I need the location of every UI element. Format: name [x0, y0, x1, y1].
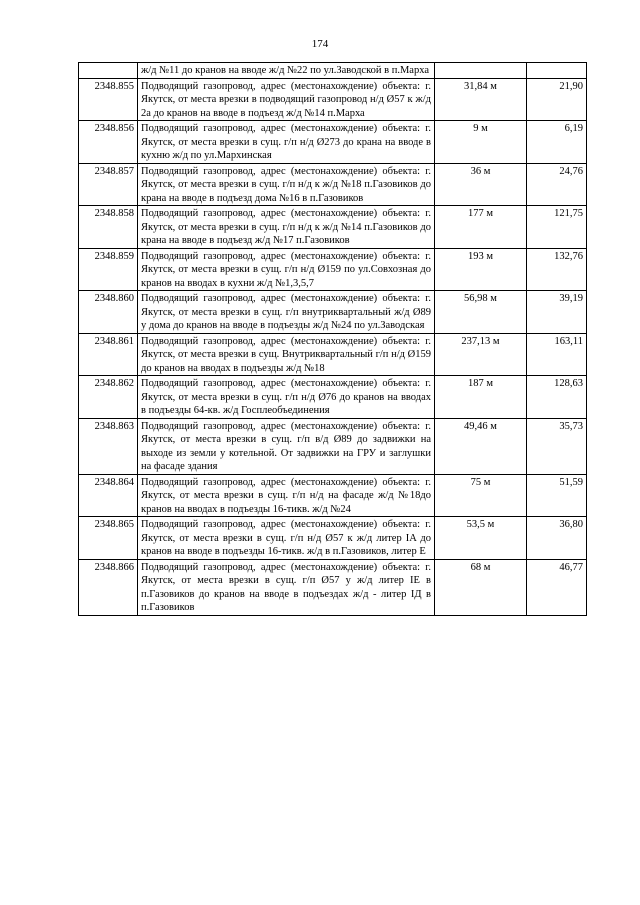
description-cell: Подводящий газопровод, адрес (местонахождение) объекта: г. Якутск, от места врезки в сущ. Внутриквартальный г/п н/д Ø159 до кранов на вводах в подъезды ж/д №18 — [138, 333, 435, 376]
row-number-cell: 2348.856 — [79, 121, 138, 164]
length-cell: 49,46 м — [435, 418, 527, 474]
table-row — [79, 206, 587, 249]
row-number-cell: 2348.862 — [79, 376, 138, 419]
value-cell: 46,77 — [527, 559, 587, 615]
description-cell: Подводящий газопровод, адрес (местонахождение) объекта: г. Якутск, от места врезки в сущ. г/п н/д Ø57 к ж/д литер IA до кранов на вводе в подъезды 16-тикв. ж/д в п.Газовиков, литер Е — [138, 517, 435, 560]
row-number-cell: 2348.865 — [79, 517, 138, 560]
table-body — [79, 63, 587, 616]
table-row — [79, 333, 587, 376]
description-cell: ж/д №11 до кранов на вводе ж/д №22 по ул.Заводской в п.Марха — [138, 63, 435, 79]
description-cell: Подводящий газопровод, адрес (местонахождение) объекта: г. Якутск, от места врезки в подводящий газопровод н/д Ø57 к ж/д 2а до кранов на вводе в подъезд ж/д №14 п.Марха — [138, 78, 435, 121]
length-cell: 53,5 м — [435, 517, 527, 560]
table-row — [79, 163, 587, 206]
table-row — [79, 63, 587, 79]
table-row — [79, 474, 587, 517]
length-cell: 9 м — [435, 121, 527, 164]
page-number: 174 — [311, 38, 329, 50]
table-row — [79, 121, 587, 164]
value-cell: 163,11 — [527, 333, 587, 376]
length-cell: 75 м — [435, 474, 527, 517]
length-cell: 177 м — [435, 206, 527, 249]
value-cell: 39,19 — [527, 291, 587, 334]
description-cell: Подводящий газопровод, адрес (местонахождение) объекта: г. Якутск, от места врезки в сущ. г/п н/д к ж/д №18 п.Газовиков до крана на вводе в подъезд дома №16 в п.Газовиков — [138, 163, 435, 206]
length-cell: 237,13 м — [435, 333, 527, 376]
row-number-cell: 2348.861 — [79, 333, 138, 376]
table-row — [79, 291, 587, 334]
description-cell: Подводящий газопровод, адрес (местонахождение) объекта: г. Якутск, от места врезки в сущ. г/п н/д Ø76 до кранов на вводах в подъезды 64-кв. ж/д Госплеобъединения — [138, 376, 435, 419]
value-cell: 132,76 — [527, 248, 587, 291]
row-number-cell: 2348.859 — [79, 248, 138, 291]
value-cell: 24,76 — [527, 163, 587, 206]
row-number-cell — [79, 63, 138, 79]
table-row — [79, 559, 587, 615]
value-cell: 121,75 — [527, 206, 587, 249]
table-row — [79, 376, 587, 419]
length-cell: 31,84 м — [435, 78, 527, 121]
value-cell: 51,59 — [527, 474, 587, 517]
gas-pipeline-table — [78, 62, 587, 616]
row-number-cell: 2348.863 — [79, 418, 138, 474]
description-cell: Подводящий газопровод, адрес (местонахождение) объекта: г. Якутск, от места врезки в сущ. г/п Ø57 у ж/д литер IE в п.Газовиков до кранов на вводе в подъездах ж/д - литер IД в п.Газовиков — [138, 559, 435, 615]
description-cell: Подводящий газопровод, адрес (местонахождение) объекта: г. Якутск, от места врезки в сущ. г/п н/д Ø273 до крана на вводе в кухню ж/д по ул.Мархинская — [138, 121, 435, 164]
value-cell: 21,90 — [527, 78, 587, 121]
value-cell: 35,73 — [527, 418, 587, 474]
description-cell: Подводящий газопровод, адрес (местонахождение) объекта: г. Якутск, от места врезки в сущ. г/п внутриквартальный ж/д Ø89 у дома до кранов на вводе в подъезды ж/д №24 по ул.Заводская — [138, 291, 435, 334]
length-cell: 56,98 м — [435, 291, 527, 334]
table-row — [79, 78, 587, 121]
length-cell: 68 м — [435, 559, 527, 615]
description-cell: Подводящий газопровод, адрес (местонахождение) объекта: г. Якутск, от места врезки в сущ. г/п в/д Ø89 до задвижки на выходе из земли у котельной. От задвижки на ГРУ и заглушки на фасаде здания — [138, 418, 435, 474]
row-number-cell: 2348.857 — [79, 163, 138, 206]
row-number-cell: 2348.860 — [79, 291, 138, 334]
description-cell: Подводящий газопровод, адрес (местонахождение) объекта: г. Якутск, от места врезки в сущ. г/п н/д Ø159 по ул.Совхозная до кранов на вводах в кухни ж/д №1,3,5,7 — [138, 248, 435, 291]
table-row — [79, 517, 587, 560]
row-number-cell: 2348.866 — [79, 559, 138, 615]
table-row — [79, 418, 587, 474]
description-cell: Подводящий газопровод, адрес (местонахождение) объекта: г. Якутск, от места врезки в сущ. г/п н/д на фасаде ж/д №18до кранов на вводах в подъезды 16-тикв. ж/д №24 — [138, 474, 435, 517]
value-cell — [527, 63, 587, 79]
length-cell: 36 м — [435, 163, 527, 206]
description-cell: Подводящий газопровод, адрес (местонахождение) объекта: г. Якутск, от места врезки в сущ. г/п н/д к ж/д №14 п.Газовиков до крана на вводе в подъезд ж/д №17 п.Газовиков — [138, 206, 435, 249]
table-row — [79, 248, 587, 291]
length-cell — [435, 63, 527, 79]
row-number-cell: 2348.864 — [79, 474, 138, 517]
value-cell: 128,63 — [527, 376, 587, 419]
row-number-cell: 2348.858 — [79, 206, 138, 249]
value-cell: 6,19 — [527, 121, 587, 164]
value-cell: 36,80 — [527, 517, 587, 560]
row-number-cell: 2348.855 — [79, 78, 138, 121]
length-cell: 187 м — [435, 376, 527, 419]
length-cell: 193 м — [435, 248, 527, 291]
